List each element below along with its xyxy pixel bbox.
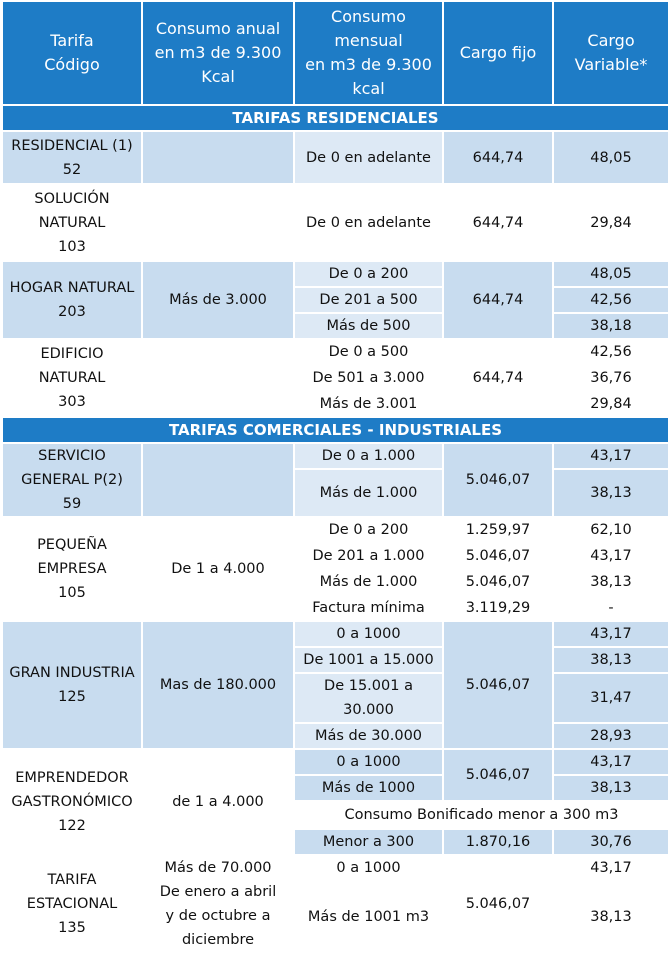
tarifa-name-line: SERVICIO	[38, 448, 106, 464]
cargo-variable-cell: 62,10	[553, 517, 669, 543]
tarifa-name-line: RESIDENCIAL (1)	[11, 137, 133, 154]
cargo-fijo-cell: 1.870,16	[443, 829, 553, 855]
consumo-anual-cell	[142, 131, 294, 184]
cargo-variable-cell: 43,17	[553, 543, 669, 569]
header-cargo-fijo	[443, 1, 553, 105]
consumo-mensual-cell: Más de 30.000	[294, 723, 443, 749]
table-row	[2, 184, 669, 261]
cargo-variable-cell: 29,84	[553, 184, 669, 261]
tarifa-name-line: TARIFA	[47, 872, 97, 888]
tarifa-name-line: GASTRONÓMICO	[11, 794, 133, 810]
cargo-fijo-cell: 3.119,29	[443, 595, 553, 621]
tarifa-name	[2, 749, 142, 855]
table-row	[2, 443, 669, 469]
tarifa-code: 103	[58, 238, 86, 255]
cargo-variable-cell: 48,05	[553, 131, 669, 184]
consumo-anual-cell	[142, 339, 294, 417]
table-row	[2, 621, 669, 647]
table-row	[2, 131, 669, 184]
header-line: Cargo	[587, 31, 635, 50]
cargo-fijo-cell: 1.259,97	[443, 517, 553, 543]
cargo-variable-cell: 38,13	[553, 569, 669, 595]
header-line: en m3 de 9.300	[154, 43, 282, 62]
consumo-mensual-cell: De 1001 a 15.000	[294, 647, 443, 673]
consumo-anual-cell: Más de 3.000	[142, 261, 294, 339]
consumo-anual-cell	[142, 184, 294, 261]
cargo-fijo-cell: 644,74	[443, 261, 553, 339]
consumo-mensual-cell: Más de 1.000	[294, 469, 443, 517]
header-line: Cargo fijo	[459, 43, 537, 62]
tarifa-name	[2, 339, 142, 417]
tarifa-code: 122	[58, 818, 86, 834]
section-row	[2, 417, 669, 443]
consumo-anual-cell: de 1 a 4.000	[142, 749, 294, 855]
consumo-anual-cell: Mas de 180.000	[142, 621, 294, 749]
header-line: Kcal	[201, 67, 235, 86]
tarifa-name-line: PEQUEÑA	[37, 537, 107, 553]
cargo-variable-cell: 43,17	[553, 749, 669, 775]
header-cargo-variable	[553, 1, 669, 105]
cargo-variable-cell: 29,84	[553, 391, 669, 417]
cargo-variable-cell: 43,17	[553, 443, 669, 469]
consumo-mensual-cell: Más de 1001 m3	[294, 882, 443, 953]
consumo-mensual-cell: De 201 a 1.000	[294, 543, 443, 569]
tarifa-code: 52	[62, 161, 82, 178]
tarifa-name	[2, 855, 142, 953]
tarifa-name-line: NATURAL	[38, 370, 106, 386]
tarifa-name-line: NATURAL	[38, 214, 106, 231]
consumo-anual-line: Más de 70.000	[164, 860, 272, 876]
cargo-fijo-cell: 5.046,07	[443, 443, 553, 517]
tarifa-name-line: GRAN INDUSTRIA	[9, 665, 135, 681]
header-line: Consumo anual	[155, 19, 281, 38]
cargo-variable-cell: 48,05	[553, 261, 669, 287]
table-row	[2, 339, 669, 365]
consumo-mensual-cell: De 201 a 500	[294, 287, 443, 313]
consumo-mensual-cell: De 0 a 200	[294, 517, 443, 543]
section-row	[2, 105, 669, 131]
cargo-fijo-cell: 644,74	[443, 339, 553, 417]
consumo-anual-cell	[142, 855, 294, 953]
tarifa-code: 125	[58, 689, 86, 705]
consumo-mensual-cell: De 0 a 500	[294, 339, 443, 365]
consumo-mensual-cell: Más de 1000	[294, 775, 443, 801]
tarifa-code: 59	[62, 496, 82, 512]
table-row	[2, 261, 669, 287]
header-tarifa-codigo	[2, 1, 142, 105]
tariff-table	[1, 0, 669, 954]
consumo-mensual-cell: 0 a 1000	[294, 749, 443, 775]
consumo-mensual-cell: De 0 en adelante	[294, 131, 443, 184]
tarifa-name-line: ESTACIONAL	[26, 896, 118, 912]
section-residenciales: TARIFAS RESIDENCIALES	[2, 105, 669, 131]
table-row	[2, 749, 669, 775]
header-row	[2, 1, 669, 105]
header-consumo-mensual	[294, 1, 443, 105]
tarifa-name	[2, 621, 142, 749]
consumo-mensual-cell: 0 a 1000	[294, 621, 443, 647]
consumo-bonificado-label: Consumo Bonificado menor a 300 m3	[294, 801, 669, 829]
tarifa-name-line: EMPRENDEDOR	[15, 770, 129, 786]
tarifa-name-line: GENERAL P(2)	[21, 472, 123, 488]
cargo-fijo-cell: 5.046,07	[443, 749, 553, 801]
cargo-variable-cell: 28,93	[553, 723, 669, 749]
consumo-mensual-cell: De 501 a 3.000	[294, 365, 443, 391]
tarifa-name	[2, 131, 142, 184]
tarifa-code: 303	[58, 394, 86, 410]
tarifa-name-line: HOGAR NATURAL	[9, 280, 135, 296]
header-line: mensual	[334, 31, 403, 50]
cargo-variable-cell: 38,13	[553, 469, 669, 517]
consumo-mensual-cell: Más de 1.000	[294, 569, 443, 595]
cargo-variable-cell: 36,76	[553, 365, 669, 391]
tarifa-name	[2, 443, 142, 517]
tarifa-name-line: SOLUCIÓN	[34, 190, 110, 207]
tarifa-name	[2, 184, 142, 261]
consumo-anual-cell: De 1 a 4.000	[142, 517, 294, 621]
consumo-anual-line: diciembre	[181, 932, 255, 948]
table-row	[2, 855, 669, 882]
consumo-mensual-cell: 0 a 1000	[294, 855, 443, 882]
consumo-mensual-cell: Más de 500	[294, 313, 443, 339]
header-line: Consumo	[331, 7, 406, 26]
cargo-variable-cell: 38,13	[553, 647, 669, 673]
cargo-variable-cell: 31,47	[553, 673, 669, 723]
cargo-fijo-cell: 5.046,07	[443, 621, 553, 749]
cargo-variable-cell: 38,13	[553, 775, 669, 801]
cargo-variable-cell: 42,56	[553, 287, 669, 313]
tarifa-name	[2, 261, 142, 339]
consumo-mensual-cell: De 0 a 200	[294, 261, 443, 287]
tarifa-code: 105	[58, 585, 86, 601]
cargo-variable-cell: 42,56	[553, 339, 669, 365]
cargo-variable-cell: 30,76	[553, 829, 669, 855]
cargo-variable-cell: -	[553, 595, 669, 621]
table-row	[2, 517, 669, 543]
header-consumo-anual	[142, 1, 294, 105]
consumo-mensual-cell: De 0 a 1.000	[294, 443, 443, 469]
header-line: Tarifa	[50, 31, 94, 50]
cargo-fijo-cell: 644,74	[443, 131, 553, 184]
tarifa-code: 203	[58, 304, 86, 320]
header-line: Código	[44, 55, 100, 74]
tarifa-name-line: EDIFICIO	[40, 346, 104, 362]
header-line: Variable*	[574, 55, 648, 74]
cargo-fijo-cell: 644,74	[443, 184, 553, 261]
consumo-mensual-cell: Más de 3.001	[294, 391, 443, 417]
cargo-fijo-cell: 5.046,07	[443, 855, 553, 953]
cargo-variable-cell: 38,18	[553, 313, 669, 339]
header-line: kcal	[352, 79, 385, 98]
cargo-variable-cell: 43,17	[553, 855, 669, 882]
header-line: en m3 de 9.300	[305, 55, 432, 74]
consumo-mensual-cell: Factura mínima	[294, 595, 443, 621]
consumo-mensual-cell: Menor a 300	[294, 829, 443, 855]
tarifa-name-line: EMPRESA	[37, 561, 107, 577]
tarifa-name	[2, 517, 142, 621]
consumo-mensual-cell: De 0 en adelante	[294, 184, 443, 261]
cargo-variable-cell: 43,17	[553, 621, 669, 647]
consumo-mensual-cell: De 15.001 a 30.000	[294, 673, 443, 723]
consumo-anual-line: y de octubre a	[165, 908, 271, 924]
cargo-fijo-cell: 5.046,07	[443, 569, 553, 595]
section-comerciales: TARIFAS COMERCIALES - INDUSTRIALES	[2, 417, 669, 443]
consumo-anual-line: De enero a abril	[159, 884, 277, 900]
cargo-variable-cell: 38,13	[553, 882, 669, 953]
consumo-anual-cell	[142, 443, 294, 517]
tarifa-code: 135	[58, 920, 86, 936]
cargo-fijo-cell: 5.046,07	[443, 543, 553, 569]
